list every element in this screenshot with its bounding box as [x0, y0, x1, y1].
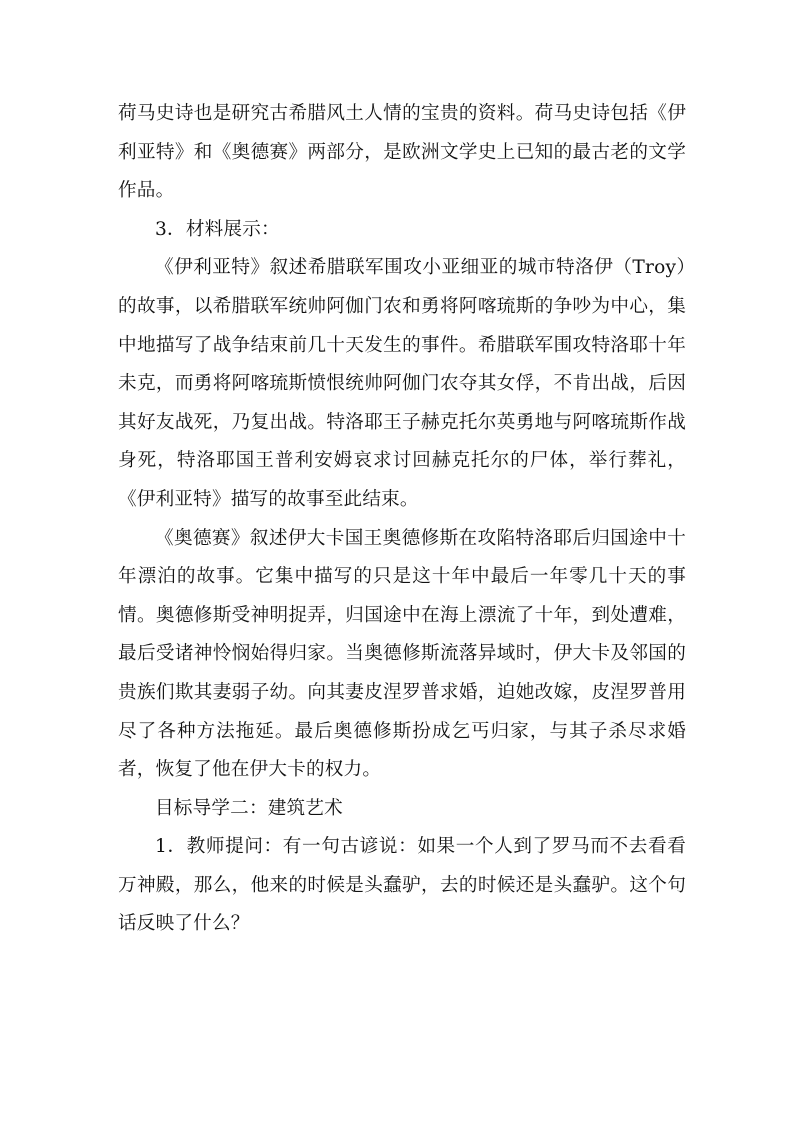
document-body	[118, 95, 686, 944]
paragraph-homer-epics-intro: 荷马史诗也是研究古希腊风土人情的宝贵的资料。荷马史诗包括《伊利亚特》和《奥德赛》两部分，是欧洲文学史上已知的最古老的文学作品。	[118, 103, 686, 202]
paragraph-odyssey-summary: 《奥德赛》叙述伊大卡国王奥德修斯在攻陷特洛耶后归国途中十年漂泊的故事。它集中描写的只是这十年中最后一年零几十天的事情。奥德修斯受神明捉弄，归国途中在海上漂流了十年，到处遭难，最后受诸神怜悯始得归家。当奥德修斯流落异域时，伊大卡及邻国的贵族们欺其妻弱子幼。向其妻皮涅罗普求婚，迫她改嫁，皮涅罗普用尽了各种方法拖延。最后奥德修斯扮成乞丐归家，与其子杀尽求婚者，恢复了他在伊大卡的权力。	[118, 527, 686, 781]
section-heading-architecture: 目标导学二：建筑艺术	[155, 797, 343, 819]
paragraph-iliad-summary: 《伊利亚特》叙述希腊联军围攻小亚细亚的城市特洛伊（Troy）的故事，以希腊联军统帅阿伽门农和勇将阿喀琉斯的争吵为中心，集中地描写了战争结束前几十天发生的事件。希腊联军围攻特洛耶十年未克，而勇将阿喀琉斯愤恨统帅阿伽门农夺其女俘，不肯出战，后因其好友战死，乃复出战。特洛耶王子赫克托尔英勇地与阿喀琉斯作战身死，特洛耶国王普利安姆哀求讨回赫克托尔的尸体，举行葬礼，《伊利亚特》描写的故事至此结束。	[118, 257, 686, 510]
paragraph-teacher-question: 1．教师提问：有一句古谚说：如果一个人到了罗马而不去看看万神殿，那么，他来的时候是头蠢驴，去的时候还是头蠢驴。这个句话反映了什么？	[118, 836, 686, 935]
paragraph-material-heading: 3．材料展示：	[155, 218, 280, 240]
